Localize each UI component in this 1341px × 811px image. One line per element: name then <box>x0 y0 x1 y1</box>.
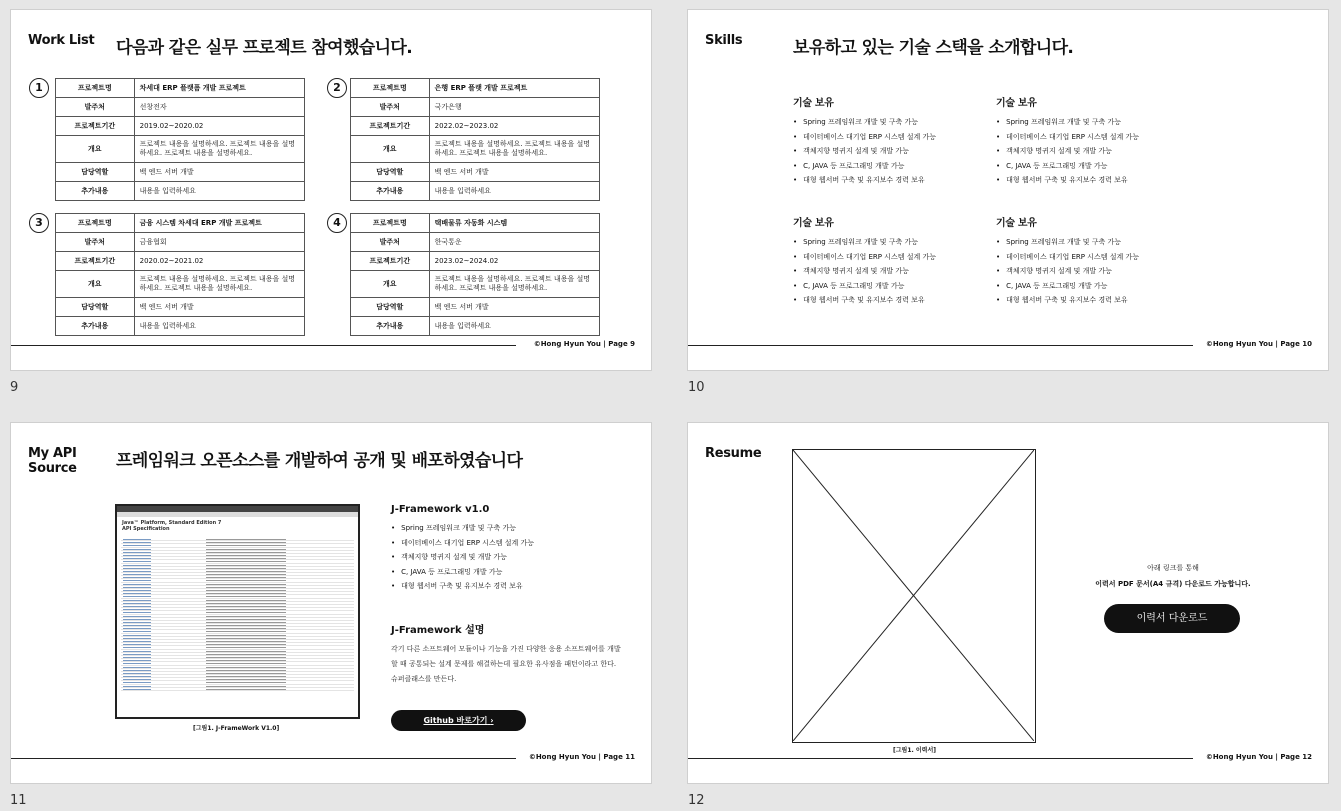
page-number: 11 <box>10 793 27 808</box>
list-item: • Spring 프레임워크 개발 및 구축 가능 <box>793 235 983 250</box>
table-value: 차세대 ERP 플랫폼 개발 프로젝트 <box>134 79 304 98</box>
slide-12[interactable] <box>687 422 1329 784</box>
figure-caption: [그림1. 이력서] <box>893 747 937 754</box>
section-label <box>28 446 77 476</box>
table-key: 담당역할 <box>351 163 430 182</box>
skill-block <box>793 214 983 308</box>
list-item: • Spring 프레임워크 개발 및 구축 가능 <box>996 115 1186 130</box>
table-value: 내용을 입력하세요 <box>429 317 599 336</box>
figure-caption: [그림1. J-FrameWork V1.0] <box>193 725 280 732</box>
project-table-2 <box>350 78 600 201</box>
list-item: • C, JAVA 등 프로그래밍 개발 가능 <box>793 279 983 294</box>
table-key: 추가내용 <box>56 317 135 336</box>
list-item: • 객체지향 명귀지 설계 및 개발 가능 <box>793 264 983 279</box>
skill-block <box>996 214 1186 308</box>
footer-line <box>11 345 516 346</box>
table-key: 개요 <box>351 136 430 163</box>
table-value: 내용을 입력하세요 <box>134 317 304 336</box>
table-key: 발주처 <box>351 233 430 252</box>
table-key: 프로젝트명 <box>56 79 135 98</box>
list-item: • 대형 웹서버 구축 및 유지보수 경력 보유 <box>793 173 983 188</box>
github-button-label: Github 바로가기 <box>423 716 488 725</box>
screenshot-title-line: Java™ Platform, Standard Edition 7 <box>122 520 222 526</box>
footer-text: ©Hong Hyun You | Page 10 <box>1205 340 1312 348</box>
table-value: 백 엔드 서버 개발 <box>429 298 599 317</box>
list-item: • 객체지향 명귀지 설계 및 개발 가능 <box>996 264 1186 279</box>
slide-10[interactable] <box>687 9 1329 371</box>
page-number: 10 <box>688 380 705 395</box>
table-key: 프로젝트기간 <box>351 252 430 271</box>
table-value: 국가은행 <box>429 98 599 117</box>
table-key: 프로젝트기간 <box>351 117 430 136</box>
project-table-1 <box>55 78 305 201</box>
table-key: 발주처 <box>351 98 430 117</box>
footer-line <box>688 758 1193 759</box>
chevron-right-icon: › <box>490 716 494 725</box>
list-item: • C, JAVA 등 프로그래밍 개발 가능 <box>793 159 983 174</box>
section-label-line: Source <box>28 461 77 476</box>
table-key: 추가내용 <box>351 317 430 336</box>
table-value: 프로젝트 내용을 설명하세요. 프로젝트 내용을 설명하세요. 프로젝트 내용을 설명하세요. <box>134 271 304 298</box>
page-number: 12 <box>688 793 705 808</box>
footer-text: ©Hong Hyun You | Page 11 <box>528 753 635 761</box>
list-item: • 객체지향 명귀지 설계 및 개발 가능 <box>391 550 631 565</box>
table-value: 금융 시스템 차세대 ERP 개발 프로젝트 <box>134 214 304 233</box>
table-key: 프로젝트명 <box>351 79 430 98</box>
project-number: 2 <box>327 78 347 98</box>
list-item: • 데이터베이스 대기업 ERP 시스템 설계 가능 <box>996 250 1186 265</box>
section-label: Work List <box>28 33 95 48</box>
table-value: 프로젝트 내용을 설명하세요. 프로젝트 내용을 설명하세요. 프로젝트 내용을 설명하세요. <box>134 136 304 163</box>
list-item: • 대형 웹서버 구축 및 유지보수 경력 보유 <box>793 293 983 308</box>
table-key: 개요 <box>56 271 135 298</box>
skill-block <box>793 94 983 188</box>
table-value: 프로젝트 내용을 설명하세요. 프로젝트 내용을 설명하세요. 프로젝트 내용을 설명하세요. <box>429 271 599 298</box>
list-item: • C, JAVA 등 프로그래밍 개발 가능 <box>391 565 631 580</box>
project-number: 3 <box>29 213 49 233</box>
screenshot-title <box>117 517 358 532</box>
table-value: 택배물류 자동화 시스템 <box>429 214 599 233</box>
table-value: 백 엔드 서버 개발 <box>134 163 304 182</box>
skill-heading: 기술 보유 <box>996 218 1037 229</box>
list-item: • 데이터베이스 대기업 ERP 시스템 설계 가능 <box>391 536 631 551</box>
screenshot-title-line: API Specification <box>122 526 170 532</box>
slide-title: 다음과 같은 실무 프로젝트 참여했습니다. <box>116 38 413 58</box>
skill-heading: 기술 보유 <box>996 98 1037 109</box>
framework-description <box>391 621 623 687</box>
description-heading: J-Framework 설명 <box>391 625 485 636</box>
slide-title: 프레임워크 오픈소스를 개발하여 공개 및 배포하였습니다 <box>116 451 523 471</box>
section-label: Skills <box>705 33 743 48</box>
table-value: 백 엔드 서버 개발 <box>429 163 599 182</box>
skill-block <box>996 94 1186 188</box>
table-value: 2020.02~2021.02 <box>134 252 304 271</box>
list-item: • Spring 프레임워크 개발 및 구축 가능 <box>996 235 1186 250</box>
table-value: 2022.02~2023.02 <box>429 117 599 136</box>
table-value: 2023.02~2024.02 <box>429 252 599 271</box>
list-item: • 객체지향 명귀지 설계 및 개발 가능 <box>996 144 1186 159</box>
table-key: 발주처 <box>56 98 135 117</box>
footer-text: ©Hong Hyun You | Page 12 <box>1205 753 1312 761</box>
project-number: 1 <box>29 78 49 98</box>
framework-heading: J-Framework v1.0 <box>391 504 490 515</box>
table-value: 은행 ERP 플랫 개발 프로젝트 <box>429 79 599 98</box>
footer-line <box>11 758 516 759</box>
list-item: • 대형 웹서버 구축 및 유지보수 경력 보유 <box>996 293 1186 308</box>
table-value: 내용을 입력하세요 <box>134 182 304 201</box>
list-item: • C, JAVA 등 프로그래밍 개발 가능 <box>996 279 1186 294</box>
slide-9[interactable] <box>10 9 652 371</box>
table-value: 백 엔드 서버 개발 <box>134 298 304 317</box>
table-key: 개요 <box>351 271 430 298</box>
list-item: • 데이터베이스 대기업 ERP 시스템 설계 가능 <box>793 250 983 265</box>
footer-text: ©Hong Hyun You | Page 9 <box>533 340 635 348</box>
skill-heading: 기술 보유 <box>793 98 834 109</box>
table-key: 프로젝트명 <box>351 214 430 233</box>
table-key: 담당역할 <box>351 298 430 317</box>
screenshot-rows <box>121 538 354 691</box>
table-key: 프로젝트기간 <box>56 252 135 271</box>
description-text: 각기 다른 소프트웨어 모듈이나 기능을 가진 다양한 응용 소프트웨어를 개발 할 때 공통되는 설계 문제를 해결하는데 필요한 유사점을 패턴이라고 한다. 슈퍼클래스를 만든다. <box>391 645 621 683</box>
table-key: 프로젝트명 <box>56 214 135 233</box>
table-value: 한국통운 <box>429 233 599 252</box>
api-docs-screenshot <box>115 504 360 719</box>
list-item: • 데이터베이스 대기업 ERP 시스템 설계 가능 <box>996 130 1186 145</box>
resume-image-placeholder <box>792 449 1036 743</box>
github-button[interactable] <box>391 710 526 731</box>
project-number: 4 <box>327 213 347 233</box>
table-key: 프로젝트기간 <box>56 117 135 136</box>
table-key: 추가내용 <box>56 182 135 201</box>
table-key: 발주처 <box>56 233 135 252</box>
project-table-4 <box>350 213 600 336</box>
project-table-3 <box>55 213 305 336</box>
list-item: • 대형 웹서버 구축 및 유지보수 경력 보유 <box>996 173 1186 188</box>
slide-title: 보유하고 있는 기술 스택을 소개합니다. <box>793 38 1074 58</box>
framework-features <box>391 504 631 594</box>
placeholder-cross-icon <box>793 450 1034 741</box>
table-value: 프로젝트 내용을 설명하세요. 프로젝트 내용을 설명하세요. 프로젝트 내용을 설명하세요. <box>429 136 599 163</box>
table-value: 2019.02~2020.02 <box>134 117 304 136</box>
download-info-line: 이력서 PDF 문서(A4 규격) 다운로드 가능합니다. <box>1095 580 1251 588</box>
list-item: • 대형 웹서버 구축 및 유지보수 경력 보유 <box>391 579 631 594</box>
table-value: 선창전자 <box>134 98 304 117</box>
table-key: 담당역할 <box>56 163 135 182</box>
slide-11[interactable] <box>10 422 652 784</box>
table-value: 내용을 입력하세요 <box>429 182 599 201</box>
section-label-line: My API <box>28 446 77 461</box>
table-key: 담당역할 <box>56 298 135 317</box>
screenshot-row <box>121 688 354 691</box>
page-number: 9 <box>10 380 19 395</box>
table-value: 금융협회 <box>134 233 304 252</box>
footer-line <box>688 345 1193 346</box>
download-info-line: 아래 링크를 통해 <box>1147 564 1199 572</box>
list-item: • Spring 프레임워크 개발 및 구축 가능 <box>793 115 983 130</box>
list-item: • Spring 프레임워크 개발 및 구축 가능 <box>391 521 631 536</box>
section-label: Resume <box>705 446 762 461</box>
skill-heading: 기술 보유 <box>793 218 834 229</box>
list-item: • 객체지향 명귀지 설계 및 개발 가능 <box>793 144 983 159</box>
list-item: • C, JAVA 등 프로그래밍 개발 가능 <box>996 159 1186 174</box>
table-key: 추가내용 <box>351 182 430 201</box>
resume-download-button[interactable]: 이력서 다운로드 <box>1104 604 1240 633</box>
table-key: 개요 <box>56 136 135 163</box>
list-item: • 데이터베이스 대기업 ERP 시스템 설계 가능 <box>793 130 983 145</box>
